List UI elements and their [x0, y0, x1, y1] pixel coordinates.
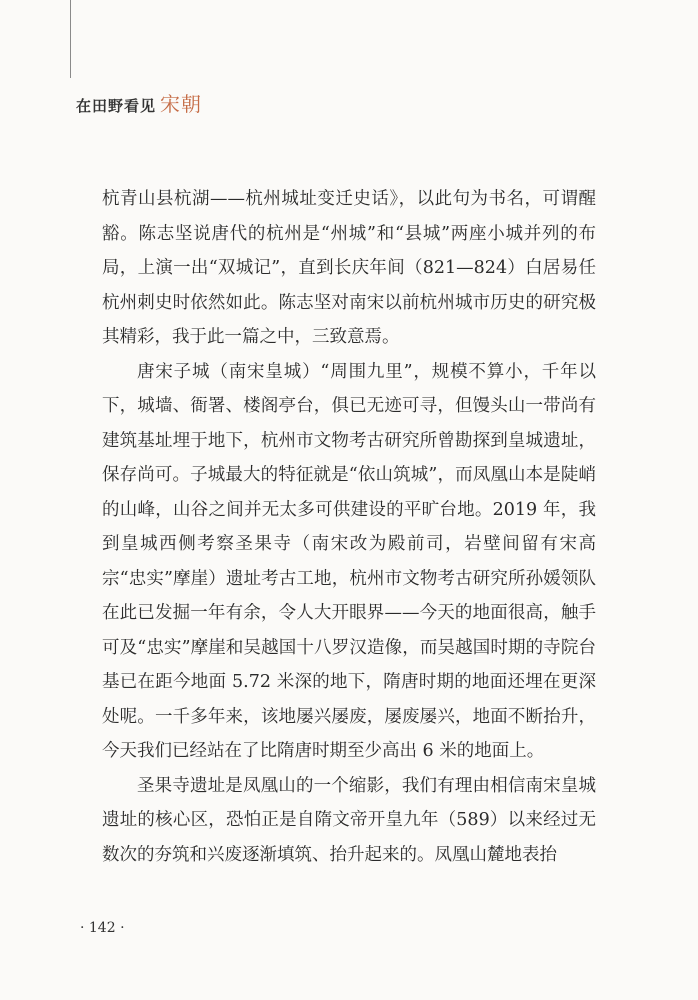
paragraph-3: 圣果寺遗址是凤凰山的一个缩影，我们有理由相信南宋皇城遗址的核心区，恐怕正是自隋文帝开皇九年（589）以来经过无数次的夯筑和兴废逐渐填筑、抬升起来的。凤凰山麓地表抬	[102, 775, 596, 865]
paragraph-2: 唐宋子城（南宋皇城）“周围九里”，规模不算小，千年以下，城墙、衙署、楼阁亭台，俱已无迹可寻，但馒头山一带尚有建筑基址埋于地下，杭州市文物考古研究所曾勘探到皇城遗址，保存尚可。子城最大的特征就是“依山筑城”，而凤凰山本是陡峭的山峰，山谷之间并无太多可供建设的平旷台地。2019 年，我到皇城西侧考察圣果寺（南宋改为殿前司，岩壁间留有宋高宗“忠实”摩崖）遗址考古工地，杭州市文物考古研究所孙媛领队在此已发掘一年有余，令人大开眼界——今天的地面很高，触手可及“忠实”摩崖和吴越国十八罗汉造像，而吴越国时期的寺院台基已在距今地面 5.72 米深的地下，隋唐时期的地面还埋在更深处呢。一千多年来，该地屡兴屡废，屡废屡兴，地面不断抬升，今天我们已经站在了比隋唐时期至少高出 6 米的地面上。	[102, 361, 596, 761]
header-title-accent: 宋朝	[160, 92, 203, 116]
running-header	[76, 88, 202, 118]
header-title-main: 在田野看见	[76, 97, 157, 115]
margin-rule	[70, 0, 71, 78]
paragraph-1: 杭青山县杭湖——杭州城址变迁史话》，以此句为书名，可谓醒豁。陈志坚说唐代的杭州是“州城”和“县城”两座小城并列的布局，上演一出“双城记”，直到长庆年间（821—824）白居易任杭州刺史时依然如此。陈志坚对南宋以前杭州城市历史的研究极其精彩，我于此一篇之中，三致意焉。	[102, 189, 596, 347]
body-text	[102, 182, 596, 872]
page-number: · 142 ·	[80, 920, 125, 936]
